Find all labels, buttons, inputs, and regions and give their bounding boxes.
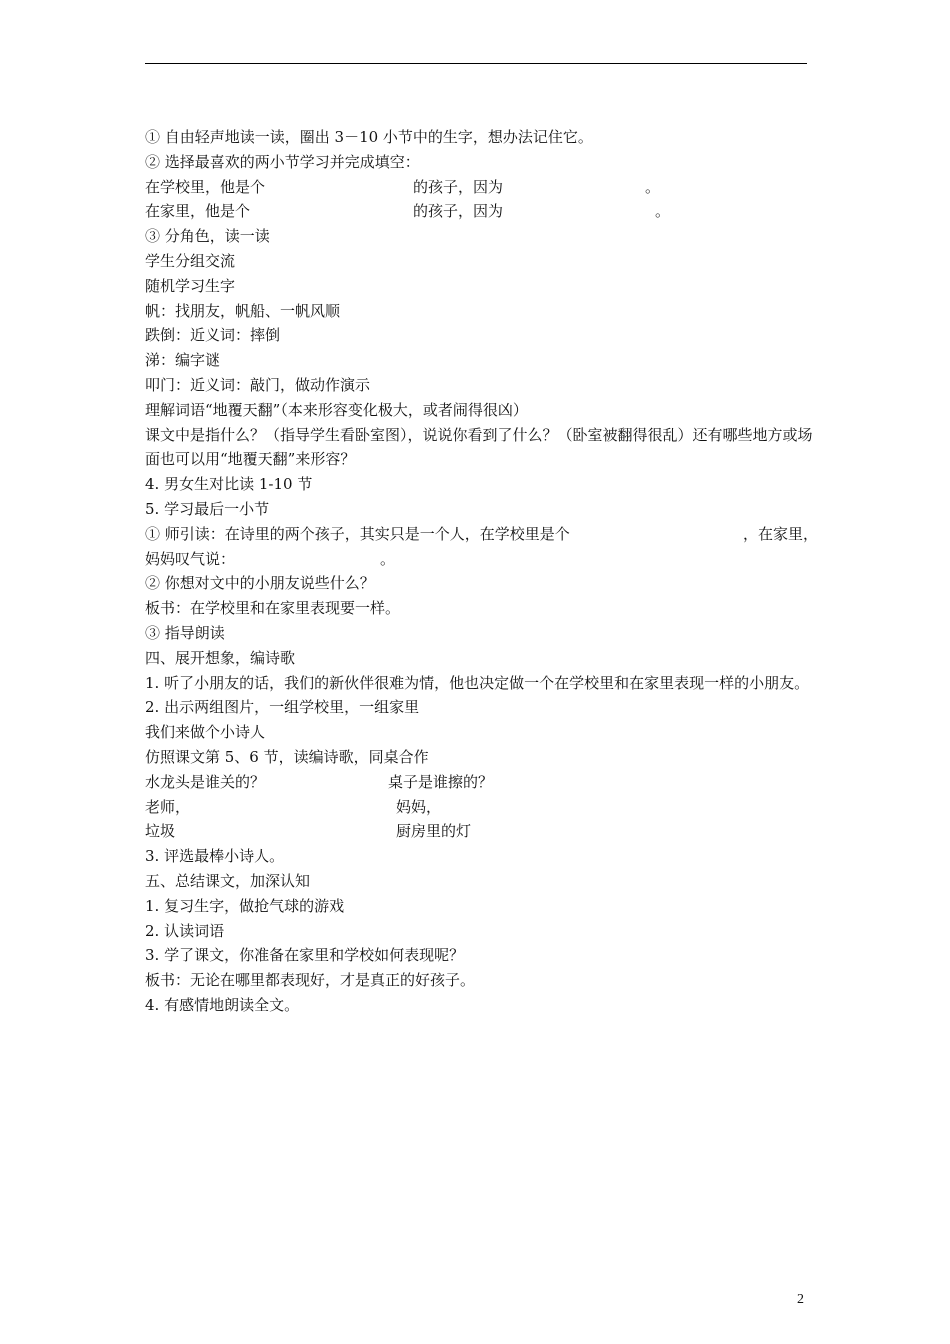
text-segment: 。 xyxy=(645,177,661,196)
text-segment: 在学校里，他是个 xyxy=(145,177,266,196)
text-line: ① 自由轻声地读一读，圈出 3－10 小节中的生字，想办法记住它。 xyxy=(145,128,593,146)
text-line: 4. 有感情地朗读全文。 xyxy=(145,995,300,1014)
text-line: 涕：编字谜 xyxy=(145,351,221,370)
text-segment: ，在家里， xyxy=(743,524,819,543)
text-line: 板书：无论在哪里都表现好，才是真正的好孩子。 xyxy=(145,971,476,990)
text-segment: ① 师引读：在诗里的两个孩子，其实只是一个人，在学校里是个 xyxy=(145,524,570,543)
text-segment: 的孩子，因为 xyxy=(413,177,504,196)
text-line: 4. 男女生对比读 1-10 节 xyxy=(145,475,313,494)
text-segment: 垃圾 xyxy=(145,822,176,841)
poem-line xyxy=(145,770,815,795)
fill-blank-line xyxy=(145,522,819,547)
text-segment: 。 xyxy=(655,202,671,221)
text-line: 叩门：近义词：敲门，做动作演示 xyxy=(145,375,371,394)
text-segment: 水龙头是谁关的？ xyxy=(145,772,266,791)
fill-blank-line xyxy=(145,199,815,224)
text-line: ② 你想对文中的小朋友说些什么？ xyxy=(145,574,375,593)
text-line: 帆：找朋友，帆船、一帆风顺 xyxy=(145,301,341,320)
text-line: 学生分组交流 xyxy=(145,251,236,270)
text-paragraph: 课文中是指什么？（指导学生看卧室图），说说你看到了什么？（卧室被翻得很乱）还有哪些地方或场面也可以用“地覆天翻”来形容？ xyxy=(145,425,813,469)
text-line: 随机学习生字 xyxy=(145,276,236,295)
text-line: 3. 评选最棒小诗人。 xyxy=(145,847,285,866)
fill-blank-line xyxy=(145,175,815,200)
text-paragraph: 1. 听了小朋友的话，我们的新伙伴很难为情，他也决定做一个在学校里和在家里表现一样的小朋友。 xyxy=(145,673,810,692)
text-segment: 在家里，他是个 xyxy=(145,202,251,221)
text-line: ② 选择最喜欢的两小节学习并完成填空： xyxy=(145,152,420,171)
text-segment: 妈妈， xyxy=(396,797,442,816)
poem-line xyxy=(145,795,815,820)
section-heading: 四、展开想象，编诗歌 xyxy=(145,648,296,667)
text-line: 跌倒：近义词：摔倒 xyxy=(145,326,281,345)
section-heading: 五、总结课文，加深认知 xyxy=(145,871,311,890)
text-line: 1. 复习生字，做抢气球的游戏 xyxy=(145,896,345,915)
header-rule xyxy=(145,63,807,64)
text-segment: 厨房里的灯 xyxy=(396,822,472,841)
text-line: 2. 出示两组图片，一组学校里，一组家里 xyxy=(145,698,420,717)
text-line: 板书：在学校里和在家里表现要一样。 xyxy=(145,599,401,618)
text-line: 我们来做个小诗人 xyxy=(145,723,266,742)
text-line: ③ 分角色，读一读 xyxy=(145,227,270,246)
document-body xyxy=(145,125,819,1018)
text-line: 2. 认读词语 xyxy=(145,921,225,940)
text-line: 3. 学了课文，你准备在家里和学校如何表现呢？ xyxy=(145,946,465,965)
text-line: 5. 学习最后一小节 xyxy=(145,499,270,518)
text-segment: 。 xyxy=(380,549,396,568)
text-line: 仿照课文第 5、6 节，读编诗歌，同桌合作 xyxy=(145,747,429,766)
text-segment: 妈妈叹气说： xyxy=(145,549,236,568)
poem-line xyxy=(145,819,815,844)
page-number: 2 xyxy=(797,1292,804,1307)
text-segment: 老师， xyxy=(145,797,191,816)
text-segment: 桌子是谁擦的？ xyxy=(388,772,494,791)
text-line: ③ 指导朗读 xyxy=(145,623,225,642)
text-segment: 的孩子，因为 xyxy=(413,202,504,221)
fill-blank-line xyxy=(145,547,815,572)
text-line: 理解词语“地覆天翻”（本来形容变化极大，或者闹得很凶） xyxy=(145,400,528,419)
